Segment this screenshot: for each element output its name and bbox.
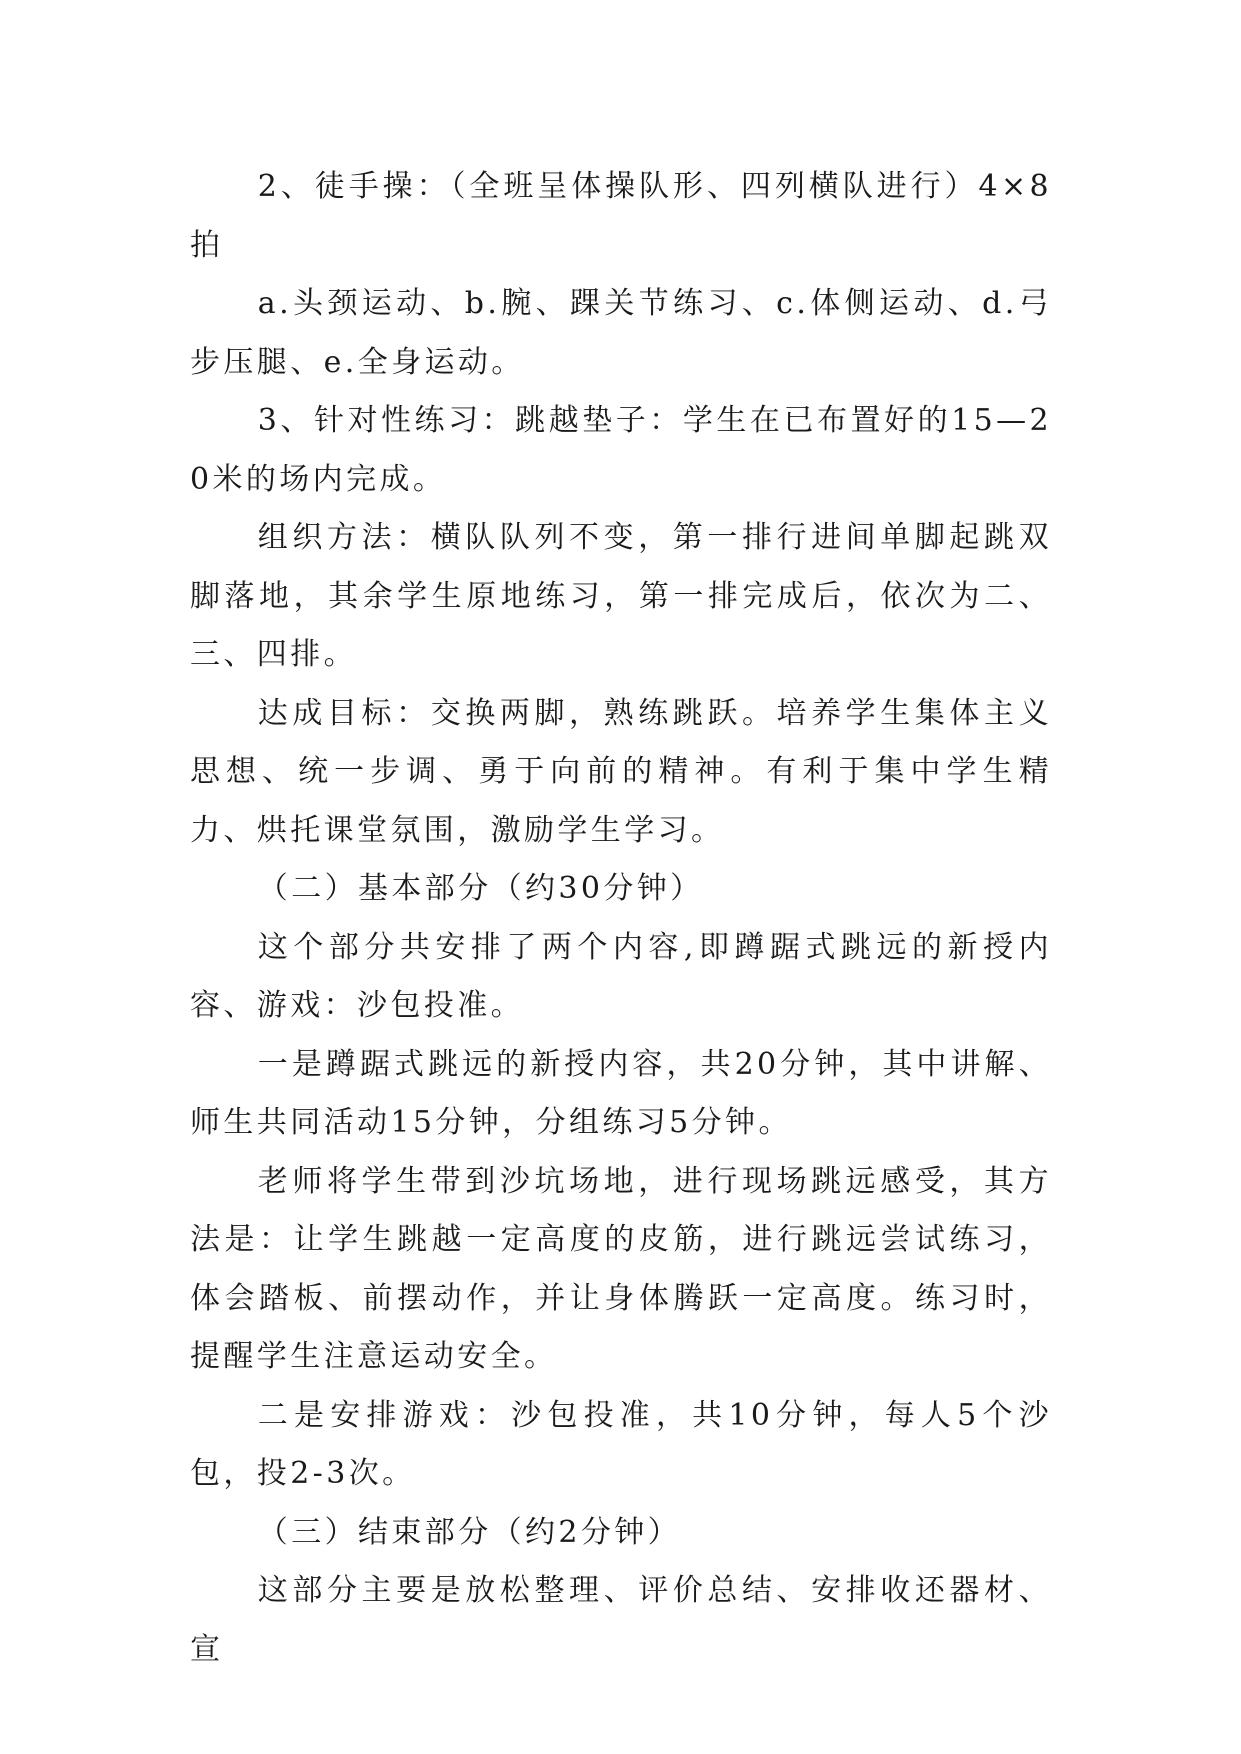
paragraph-basic-overview: 这个部分共安排了两个内容,即蹲踞式跳远的新授内容、游戏：沙包投准。 <box>190 929 1052 1023</box>
paragraph-exercise-3: 3、针对性练习：跳越垫子：学生在已布置好的15—20米的场内完成。 <box>190 403 1052 497</box>
paragraph-goal: 达成目标：交换两脚，熟练跳跃。培养学生集体主义思想、统一步调、勇于向前的精神。有利于集中学生精力、烘托课堂氛围，激励学生学习。 <box>190 695 1052 848</box>
section-heading-ending: （三）结束部分（约2分钟） <box>257 1514 682 1550</box>
paragraph-game: 二是安排游戏：沙包投准，共10分钟，每人5个沙包，投2-3次。 <box>190 1397 1052 1491</box>
document-body <box>190 158 1052 1679</box>
paragraph-exercise-2: 2、徒手操：（全班呈体操队形、四列横队进行）4×8拍 <box>190 169 1052 263</box>
section-heading-basic: （二）基本部分（约30分钟） <box>257 871 704 906</box>
paragraph-organization-method: 组织方法：横队队列不变，第一排行进间单脚起跳双脚落地，其余学生原地练习，第一排完成后，依次为二、三、四排。 <box>190 520 1052 672</box>
paragraph-teacher-method: 老师将学生带到沙坑场地，进行现场跳远感受，其方法是：让学生跳越一定高度的皮筋，进行跳远尝试练习，体会踏板、前摆动作，并让身体腾跃一定高度。练习时，提醒学生注意运动安全。 <box>190 1163 1052 1374</box>
paragraph-long-jump: 一是蹲踞式跳远的新授内容，共20分钟，其中讲解、师生共同活动15分钟，分组练习5分钟。 <box>190 1046 1052 1140</box>
paragraph-ending: 这部分主要是放松整理、评价总结、安排收还器材、宣 <box>190 1573 1052 1667</box>
paragraph-exercise-list: a.头颈运动、b.腕、踝关节练习、c.体侧运动、d.弓步压腿、e.全身运动。 <box>190 286 1052 380</box>
